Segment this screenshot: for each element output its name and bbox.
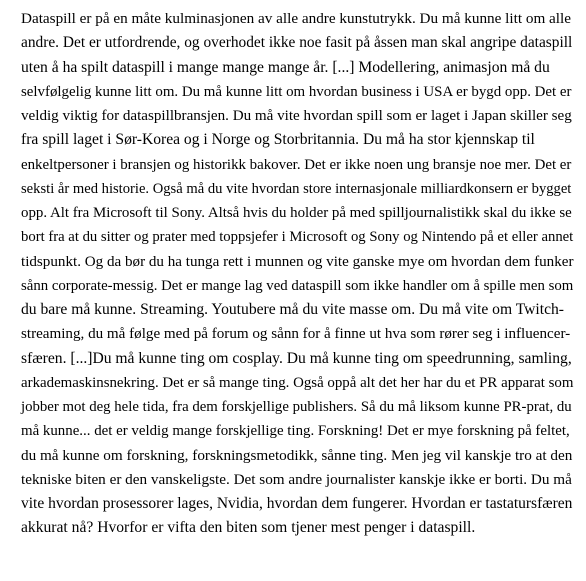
text-line: sfæren. [...]Du må kunne ting om cosplay. Du må kunne ting om speedrunning, samling, [21, 349, 572, 367]
text-line: enkeltpersoner i bransjen og historikk bakover. Det er ikke noen ung bransje noe mer. Det er [21, 156, 572, 173]
text-line: andre. Det er utfordrende, og overhodet ikke noe fasit på åssen man skal angripe dataspill [21, 34, 573, 52]
text-line: bort fra at du sitter og prater med toppsjefer i Microsoft og Sony og Nintendo på et eller annet [21, 229, 574, 246]
text-line: selvfølgelig kunne litt om. Du må kunne litt om hvordan business i USA er bygd opp. Det er [21, 83, 572, 100]
text-line: du må kunne om forskning, forskningsmetodikk, sånne ting. Men jeg vil kanskje tro at den [21, 446, 573, 464]
text-line: du bare må kunne. Streaming. Youtubere må du vite masse om. Du må vite om Twitch- [21, 301, 565, 318]
text-line: må kunne... det er veldig mange forskjellige ting. Forskning! Det er mye forskning på feltet, [21, 423, 570, 440]
document-body [21, 7, 573, 541]
text-line: streaming, du må følge med på forum og sånn for å finne ut hva som rører seg i influencer- [21, 326, 571, 343]
text-line: opp. Alt fra Microsoft til Sony. Altså hvis du holder på med spilljournalistikk skal du ikke se [21, 205, 572, 221]
text-line: Dataspill er på en måte kulminasjonen av alle andre kunstutrykk. Du må kunne litt om alle [21, 10, 571, 27]
text-line: vite hvordan prosessorer lages, Nvidia, hvordan dem fungerer. Hvordan er tastatursfæren [21, 495, 573, 512]
text-line: sånn corporate-messig. Det er mange lag ved dataspill som ikke handler om å spille men som [21, 277, 574, 294]
text-line: seksti år med historie. Også må du vite hvordan store internasjonale milliardkonsern er bygget [21, 180, 572, 197]
text-line: tekniske biten er den vanskeligste. Det som andre journalister kanskje ikke er borti. Du må [21, 470, 572, 488]
text-line: veldig viktig for dataspillbransjen. Du må vite hvordan spill som er laget i Japan skiller seg [21, 108, 572, 124]
text-line: fra spill laget i Sør-Korea og i Norge og Storbritannia. Du må ha stor kjennskap til [21, 131, 535, 149]
text-line: arkademaskinsnekring. Det er så mange ting. Også oppå alt det her har du et PR apparat som [21, 374, 574, 391]
text-line: tidspunkt. Og da bør du ha tunga rett i munnen og vite ganske mye om hvordan dem funker [21, 253, 574, 270]
text-line: jobber mot deg hele tida, fra dem forskjellige publishers. Så du må liksom kunne PR-prat, du [21, 399, 572, 415]
text-line: uten å ha spilt dataspill i mange mange mange år. [...] Modellering, animasjon må du [21, 58, 550, 76]
text-line: akkurat nå? Hvorfor er vifta den biten som tjener mest penger i dataspill. [21, 519, 476, 537]
